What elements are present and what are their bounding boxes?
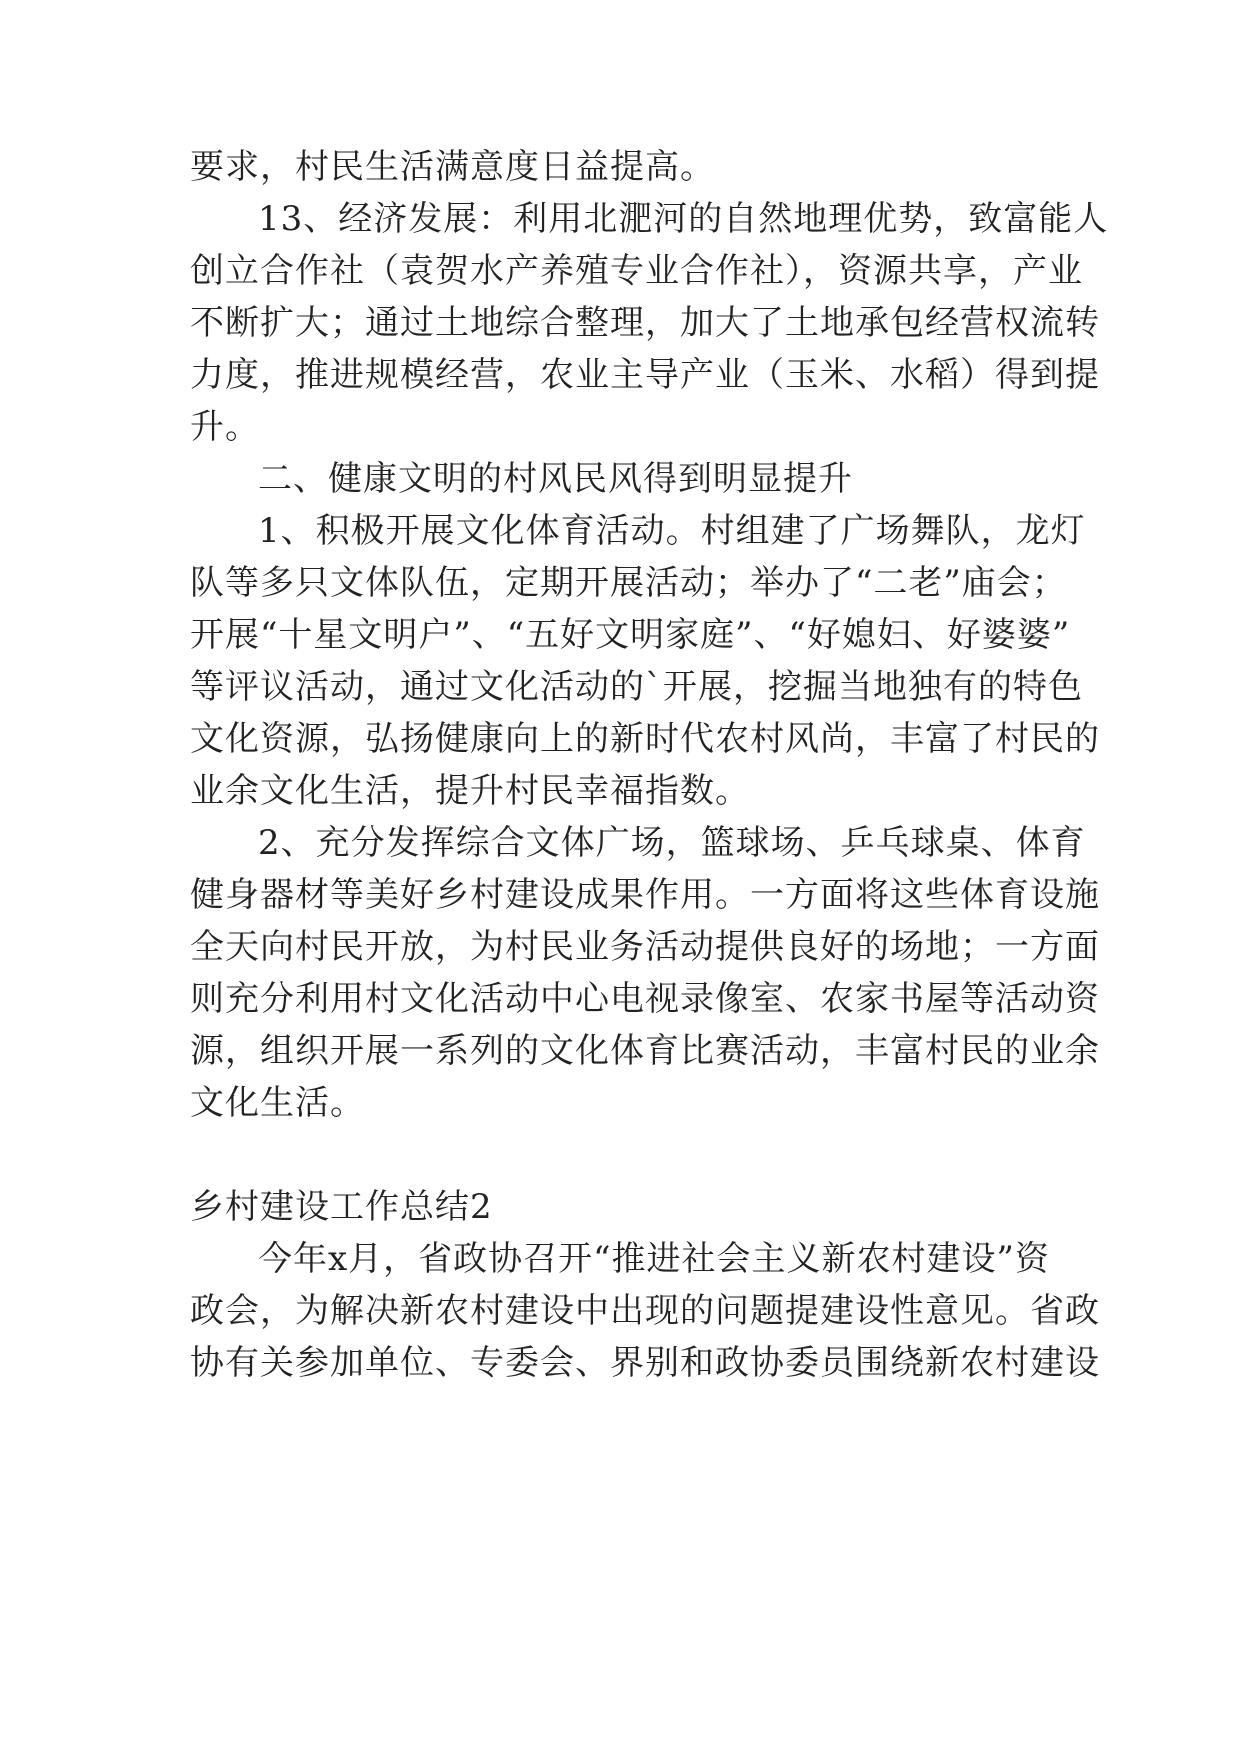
text-line: 开展“十星文明户”、“五好文明家庭”、“好媳妇、好婆婆” [190,615,1071,655]
section-heading: 二、健康文明的村风民风得到明显提升 [258,459,853,499]
text-line: 文化资源，弘扬健康向上的新时代农村风尚，丰富了村民的 [190,719,1100,759]
document-title: 乡村建设工作总结2 [190,1187,493,1227]
text-line: 政会，为解决新农村建设中出现的问题提建设性意见。省政 [190,1291,1100,1331]
text-line: 队等多只文体队伍，定期开展活动；举办了“二老”庙会； [190,563,1067,603]
paragraph-start: 今年x月，省政协召开“推进社会主义新农村建设”资 [258,1239,1050,1279]
text-line: 则充分利用村文化活动中心电视录像室、农家书屋等活动资 [190,979,1100,1019]
text-line: 等评议活动，通过文化活动的`开展，挖掘当地独有的特色 [190,667,1083,707]
text-line: 协有关参加单位、专委会、界别和政协委员围绕新农村建设 [190,1343,1100,1383]
text-line: 力度，推进规模经营，农业主导产业（玉米、水稻）得到提 [190,355,1100,395]
paragraph-start: 1、积极开展文化体育活动。村组建了广场舞队，龙灯 [258,511,1086,551]
text-line: 不断扩大；通过土地综合整理，加大了土地承包经营权流转 [190,303,1100,343]
text-line: 全天向村民开放，为村民业务活动提供良好的场地；一方面 [190,927,1100,967]
text-line: 文化生活。 [190,1083,365,1123]
text-line: 升。 [190,407,260,447]
text-line: 源，组织开展一系列的文化体育比赛活动，丰富村民的业余 [190,1031,1100,1071]
text-line: 健身器材等美好乡村建设成果作用。一方面将这些体育设施 [190,875,1100,915]
text-line: 创立合作社（袁贺水产养殖专业合作社），资源共享，产业 [190,251,1083,291]
paragraph-start: 13、经济发展：利用北淝河的自然地理优势，致富能人 [258,199,1109,239]
paragraph-start: 2、充分发挥综合文体广场，篮球场、乒乓球桌、体育 [258,823,1086,863]
text-line: 要求，村民生活满意度日益提高。 [190,147,715,187]
text-line: 业余文化生活，提升村民幸福指数。 [190,771,750,811]
